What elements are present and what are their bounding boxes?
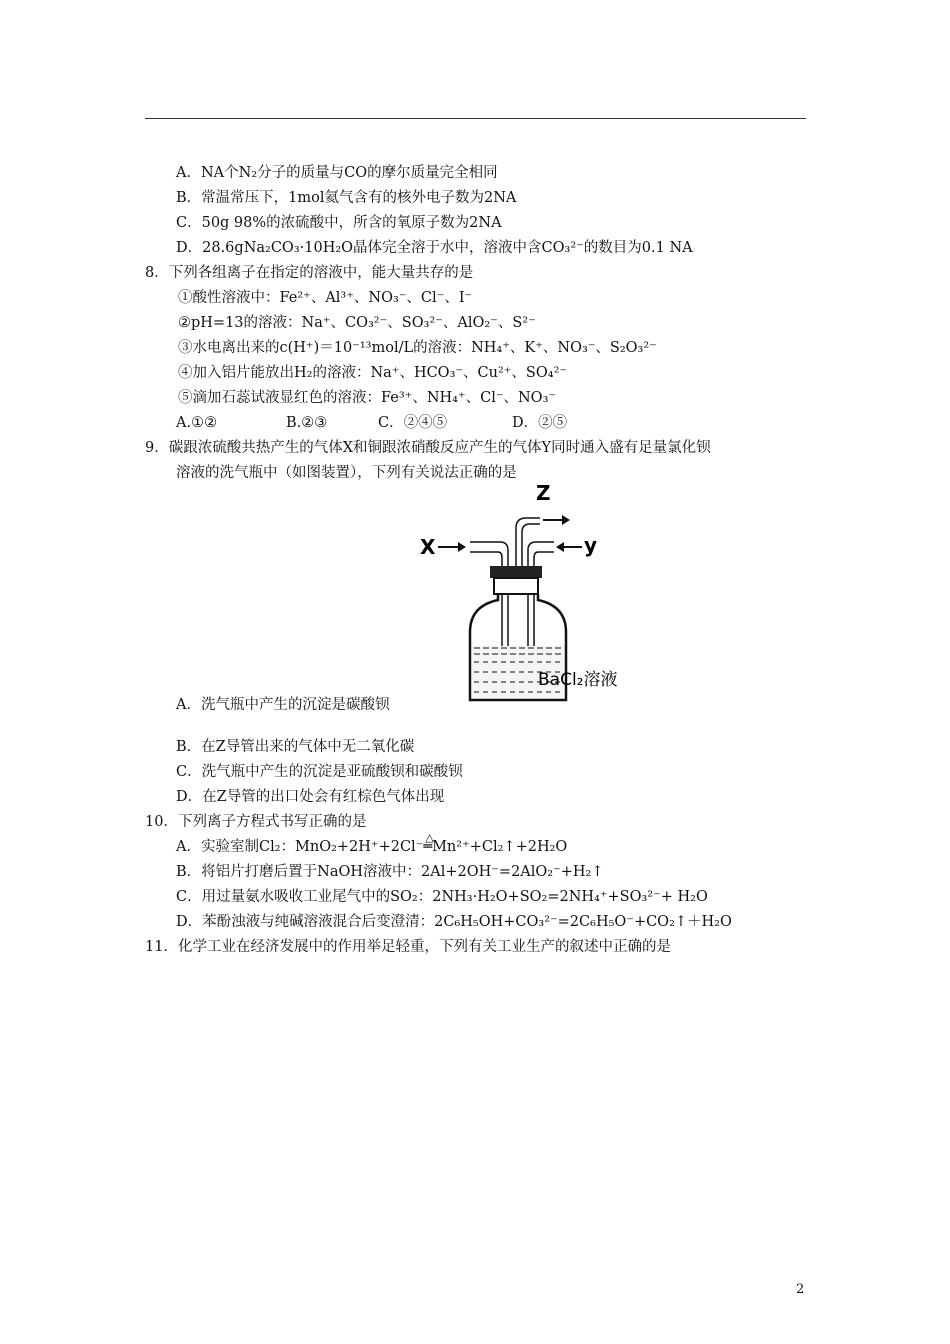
q10-option-b: B．将铝片打磨后置于NaOH溶液中：2Al+2OH⁻=2AlO₂⁻+H₂↑ [176, 864, 604, 880]
q9-option-d: D．在Z导管的出口处会有红棕色气体出现 [176, 789, 445, 805]
q8-item-2: ②pH=13的溶液：Na⁺、CO₃²⁻、SO₃²⁻、AlO₂⁻、S²⁻ [178, 315, 536, 331]
label-z: Z [536, 482, 551, 505]
stopper-top [490, 566, 542, 578]
x-arrow-head [458, 542, 466, 552]
z-arrow-head [562, 515, 570, 525]
q8-choice-a: A.①② [176, 415, 218, 431]
header-rule [145, 118, 806, 119]
q11-stem: 11．化学工业在经济发展中的作用举足轻重，下列有关工业生产的叙述中正确的是 [145, 939, 671, 955]
q7-option-d: D．28.6gNa₂CO₃·10H₂O晶体完全溶于水中，溶液中含CO₃²⁻的数目为0.1 NA [176, 240, 693, 256]
q10-option-a-reactants: A．实验室制Cl₂：MnO₂+2H⁺+2Cl⁻ [176, 839, 424, 855]
label-x: X [420, 535, 436, 559]
heat-sign-icon: △ ═ [423, 837, 432, 857]
q10-option-a [176, 837, 567, 857]
page-number: 2 [796, 1282, 805, 1297]
q10-option-c: C．用过量氨水吸收工业尾气中的SO₂：2NH₃·H₂O+SO₂=2NH₄⁺+SO₃²⁻+ H₂O [176, 889, 708, 905]
q10-option-a-products: Mn²⁺+Cl₂↑+2H₂O [432, 839, 568, 855]
q9-stem-line1: 9．碳跟浓硫酸共热产生的气体X和铜跟浓硝酸反应产生的气体Y同时通入盛有足量氯化钡 [145, 440, 711, 456]
label-y: y [584, 533, 598, 557]
stopper [494, 578, 538, 594]
y-arrow-head [556, 542, 564, 552]
q8-choice-c: C．②④⑤ [378, 415, 448, 431]
q8-item-1: ①酸性溶液中：Fe²⁺、Al³⁺、NO₃⁻、Cl⁻、I⁻ [178, 290, 473, 306]
q7-option-a: A．NA个N₂分子的质量与CO的摩尔质量完全相同 [176, 165, 498, 181]
q10-stem: 10．下列离子方程式书写正确的是 [145, 814, 367, 830]
q8-item-5: ⑤滴加石蕊试液显红色的溶液：Fe³⁺、NH₄⁺、Cl⁻、NO₃⁻ [178, 390, 557, 406]
q7-option-b: B．常温常压下，1mol氦气含有的核外电子数为2NA [176, 190, 517, 206]
q9-option-c: C．洗气瓶中产生的沉淀是亚硫酸钡和碳酸钡 [176, 764, 463, 780]
q8-choice-d: D．②⑤ [512, 415, 568, 431]
q9-option-a: A．洗气瓶中产生的沉淀是碳酸钡 [176, 697, 390, 713]
q7-option-c: C．50g 98%的浓硫酸中，所含的氧原子数为2NA [176, 215, 502, 231]
gas-washing-bottle-figure [418, 482, 638, 704]
q9-option-b: B．在Z导管出来的气体中无二氧化碳 [176, 739, 415, 755]
q8-choice-b: B.②③ [286, 415, 328, 431]
q8-item-4: ④加入铝片能放出H₂的溶液：Na⁺、HCO₃⁻、Cu²⁺、SO₄²⁻ [178, 365, 568, 381]
q9-stem-line2: 溶液的洗气瓶中（如图装置），下列有关说法正确的是 [176, 465, 517, 481]
q10-option-d: D．苯酚浊液与纯碱溶液混合后变澄清：2C₆H₅OH+CO₃²⁻=2C₆H₅O⁻+CO₂↑＋H₂O [176, 914, 732, 930]
q8-item-3: ③水电离出来的c(H⁺)＝10⁻¹³mol/L的溶液：NH₄⁺、K⁺、NO₃⁻、S₂O₃²⁻ [178, 340, 657, 356]
q8-stem: 8．下列各组离子在指定的溶液中，能大量共存的是 [145, 265, 474, 281]
solution-label: BaCl₂溶液 [538, 670, 618, 690]
